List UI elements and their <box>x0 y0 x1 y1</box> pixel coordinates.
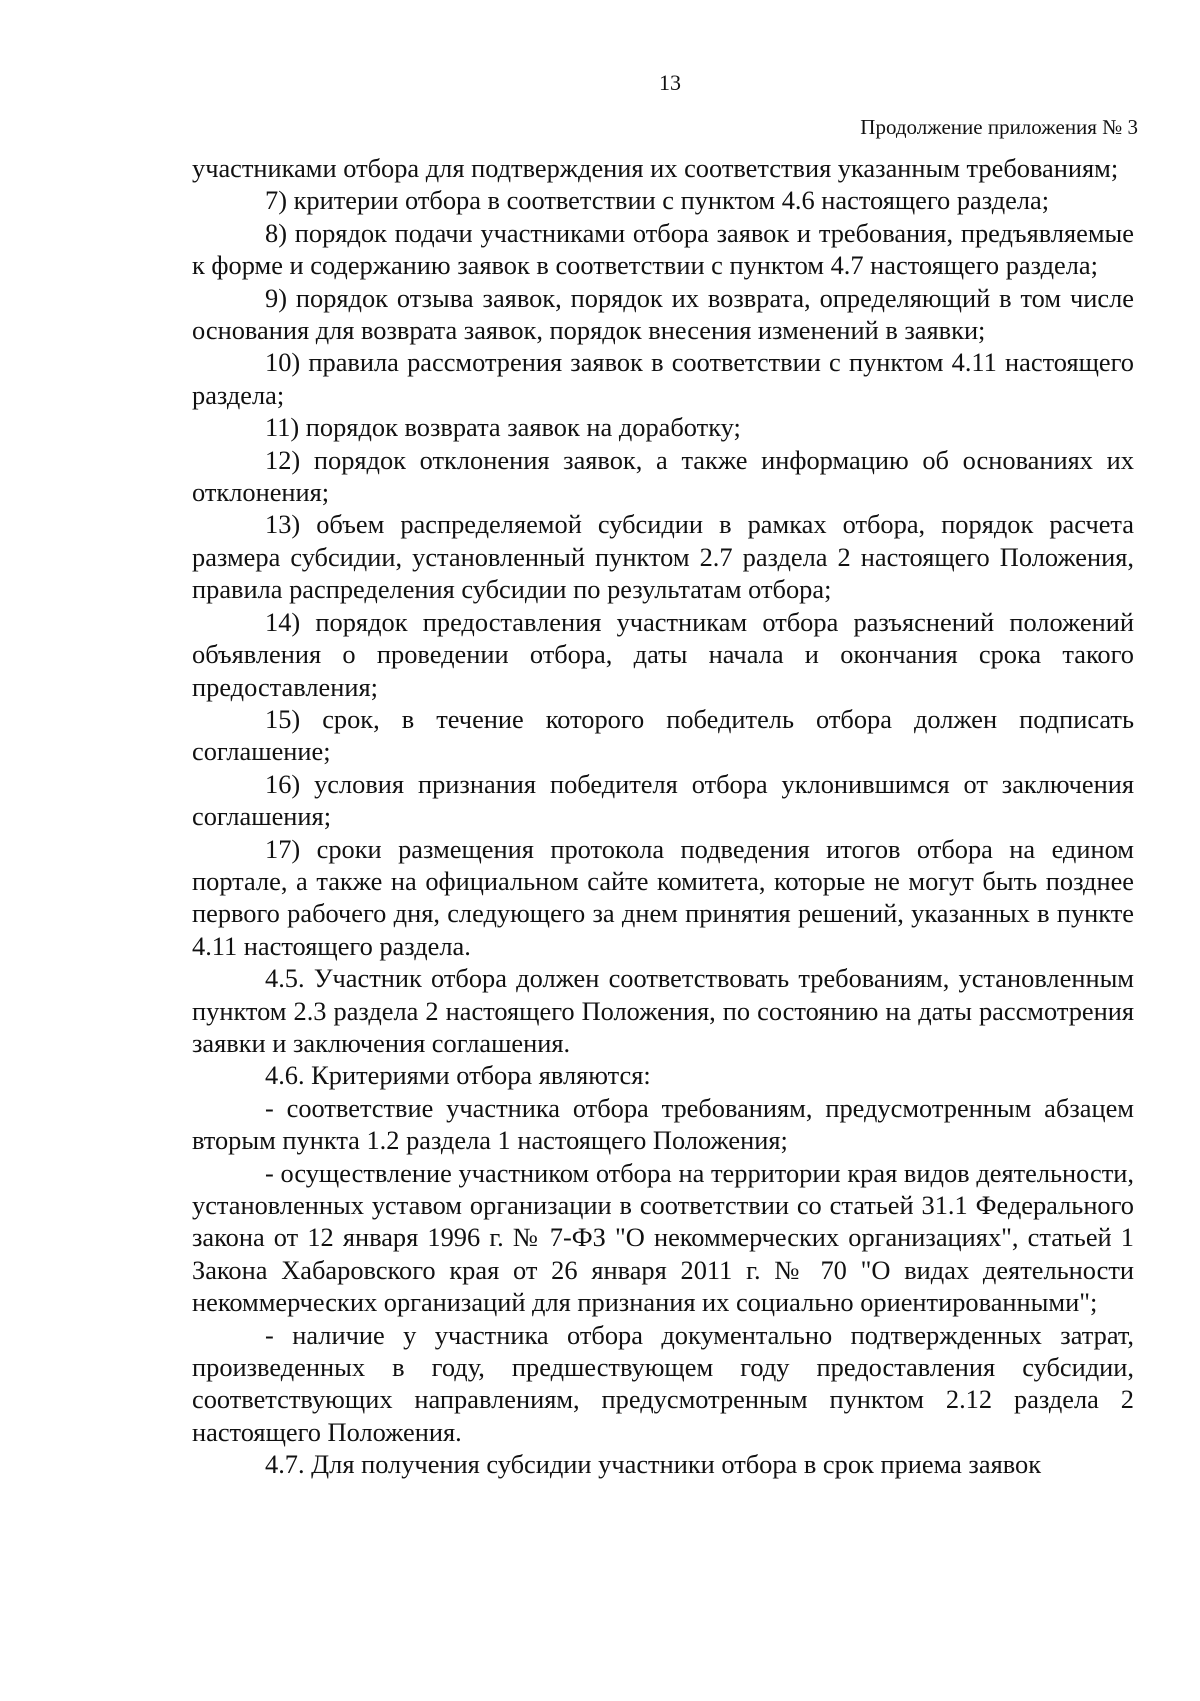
paragraph: 14) порядок предоставления участникам отбора разъяснений положений объявления о проведении отбора, даты начала и окончания срока такого предоставления; <box>192 606 1134 702</box>
paragraph: 10) правила рассмотрения заявок в соответствии с пунктом 4.11 настоящего раздела; <box>192 347 1134 410</box>
paragraph: 16) условия признания победителя отбора уклонившимся от заключения соглашения; <box>192 768 1134 832</box>
paragraph: - осуществление участником отбора на территории края видов деятельности, установленных уставом организации в соответствии со статьей 31.1 Федерального закона от 12 января 1996 г. № 7-ФЗ "О некоммерческих организациях", статьей 1 Закона Хабаровского края от 26 января 2011 г. № 70 "О видах деятельности некоммерческих организаций для признания их социально ориентированными"; <box>192 1157 1134 1318</box>
paragraph: 17) сроки размещения протокола подведения итогов отбора на едином портале, а также на официальном сайте комитета, которые не могут быть позднее первого рабочего дня, следующего за днем принятия решений, указанных в пункте 4.11 настоящего раздела. <box>192 833 1134 961</box>
paragraph: - наличие у участника отбора документально подтвержденных затрат, произведенных в году, предшествующем году предоставления субсидии, соответствующих направлениям, предусмотренным пунктом 2.12 раздела 2 настоящего Положения. <box>192 1319 1134 1447</box>
paragraph: 11) порядок возврата заявок на доработку; <box>265 412 741 443</box>
paragraph: 9) порядок отзыва заявок, порядок их возврата, определяющий в том числе основания для возврата заявок, порядок внесения изменений в заявки; <box>192 282 1134 346</box>
paragraph: участниками отбора для подтверждения их соответствия указанным требованиям; <box>192 153 1119 183</box>
paragraph: 4.5. Участник отбора должен соответствовать требованиям, установленным пунктом 2.3 раздела 2 настоящего Положения, по состоянию на даты рассмотрения заявки и заключения соглашения. <box>192 963 1134 1058</box>
paragraph: 13) объем распределяемой субсидии в рамках отбора, порядок расчета размера субсидии, установленный пунктом 2.7 раздела 2 настоящего Положения, правила распределения субсидии по результатам отбора; <box>192 509 1134 605</box>
body-text <box>192 152 1134 1481</box>
paragraph: 7) критерии отбора в соответствии с пунктом 4.6 настоящего раздела; <box>265 185 1050 216</box>
page-number: 13 <box>659 70 681 95</box>
paragraph: 8) порядок подачи участниками отбора заявок и требования, предъявляемые к форме и содержанию заявок в соответствии с пунктом 4.7 настоящего раздела; <box>192 217 1134 281</box>
continuation-label: Продолжение приложения № 3 <box>860 115 1138 139</box>
paragraph: 15) срок, в течение которого победитель отбора должен подписать соглашение; <box>192 703 1134 767</box>
paragraph: - соответствие участника отбора требованиям, предусмотренным абзацем вторым пункта 1.2 раздела 1 настоящего Положения; <box>192 1092 1134 1156</box>
paragraph: 4.7. Для получения субсидии участники отбора в срок приема заявок <box>265 1449 1042 1480</box>
paragraph: 12) порядок отклонения заявок, а также информацию об основаниях их отклонения; <box>192 444 1134 508</box>
paragraph: 4.6. Критериями отбора являются: <box>265 1060 651 1091</box>
